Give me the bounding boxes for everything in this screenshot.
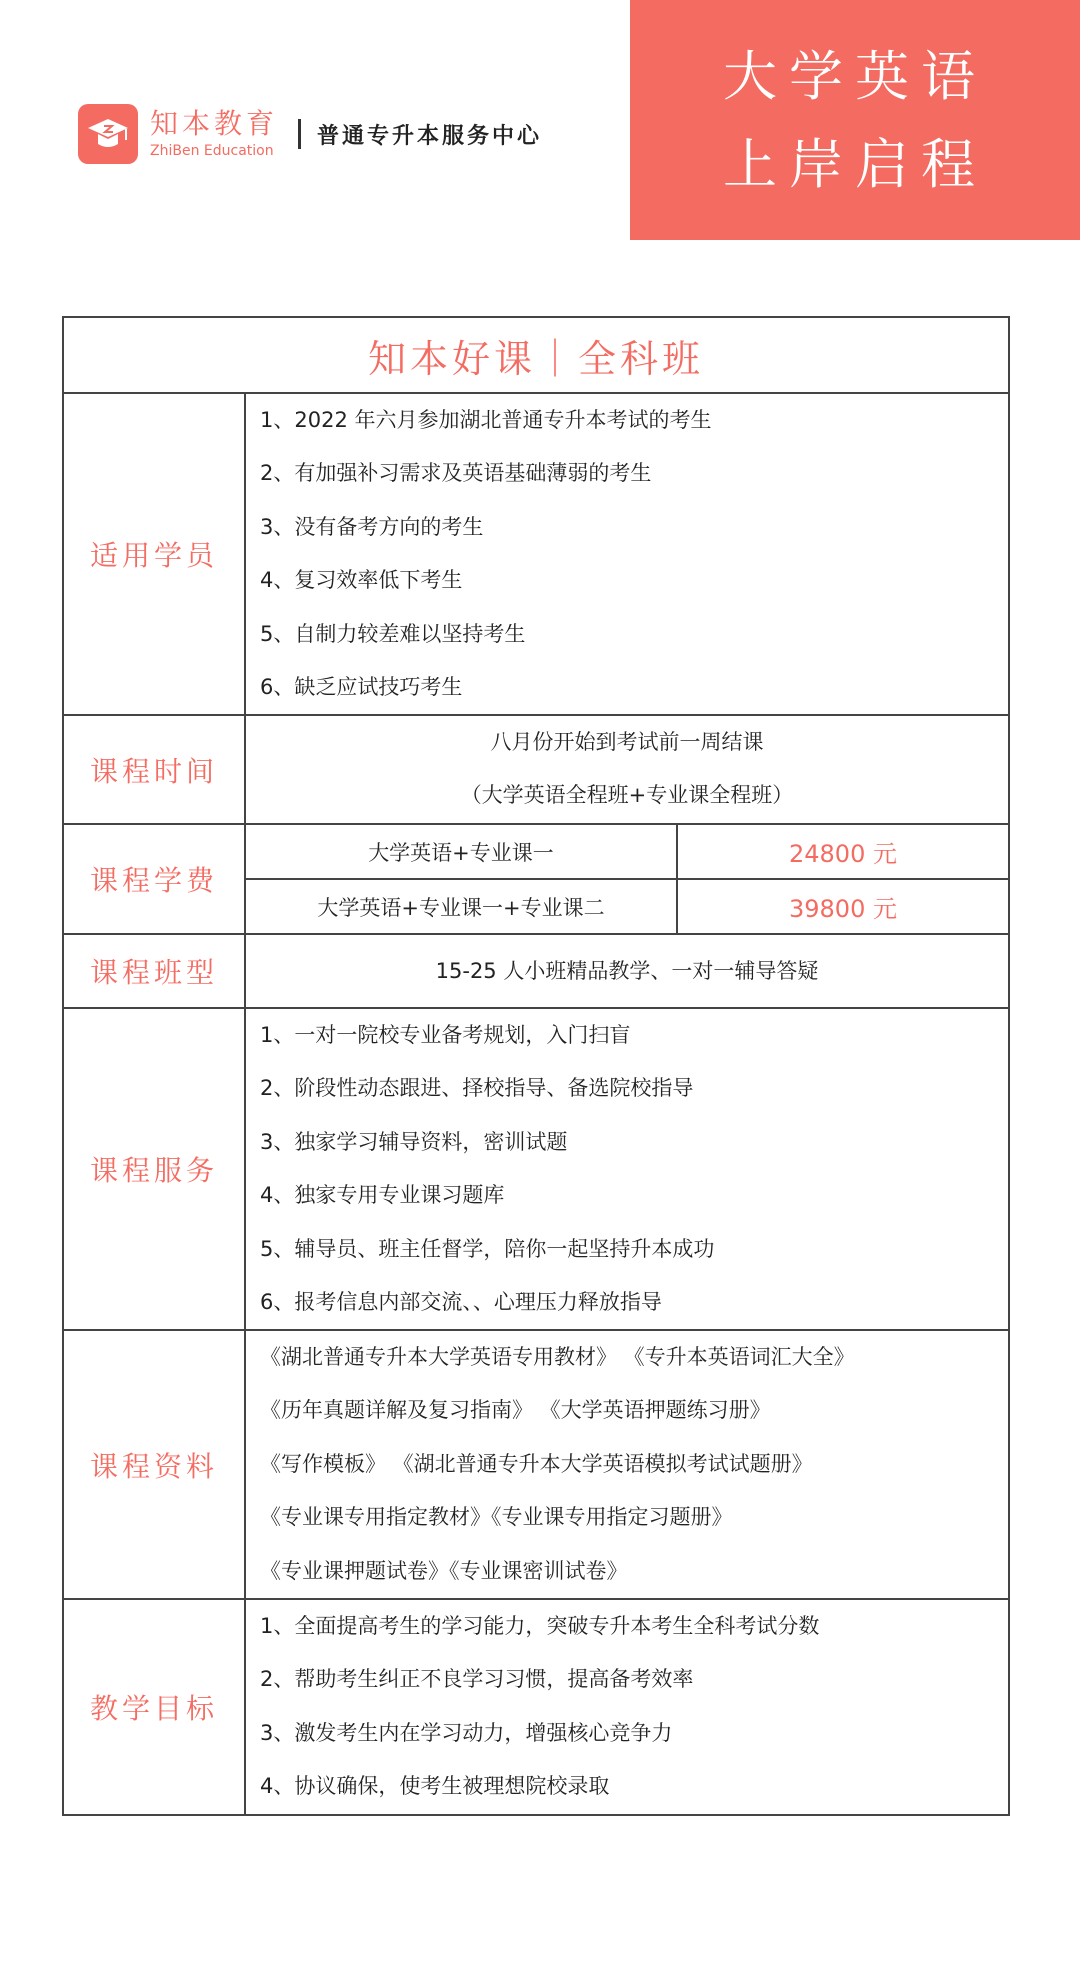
list-item: 4、复习效率低下考生	[260, 568, 463, 593]
applicable-list	[246, 394, 1008, 714]
list-item: 1、2022 年六月参加湖北普通专升本考试的考生	[260, 408, 712, 432]
fees-content	[246, 825, 1008, 933]
list-item: 2、帮助考生纠正不良学习习惯，提高备考效率	[260, 1667, 694, 1692]
list-item: 《湖北普通专升本大学英语专用教材》 《专升本英语词汇大全》	[260, 1345, 855, 1369]
fee-price: 24800 元	[789, 840, 897, 868]
label-fees: 课程学费	[64, 825, 246, 933]
label-schedule: 课程时间	[64, 716, 246, 823]
fee-row	[246, 878, 1008, 933]
list-item: 《历年真题详解及复习指南》 《大学英语押题练习册》	[260, 1398, 771, 1423]
table-title: 知本好课｜全科班	[64, 318, 1008, 394]
list-item: 2、阶段性动态跟进、择校指导、备选院校指导	[260, 1076, 694, 1101]
row-schedule	[64, 716, 1008, 825]
materials-list	[246, 1331, 1008, 1598]
services-list	[246, 1009, 1008, 1329]
list-item: 6、缺乏应试技巧考生	[260, 675, 463, 700]
brand-logo	[78, 104, 542, 164]
fee-price: 39800 元	[789, 895, 897, 923]
banner-line-2: 上岸启程	[723, 133, 987, 196]
list-item: 《专业课专用指定教材》《专业课专用指定习题册》	[260, 1505, 733, 1530]
goals-list	[246, 1600, 1008, 1814]
label-services: 课程服务	[64, 1009, 246, 1329]
row-class-type	[64, 935, 1008, 1009]
list-item: 4、独家专用专业课习题库	[260, 1183, 505, 1208]
list-item: 5、自制力较差难以坚持考生	[260, 621, 526, 646]
fee-name: 大学英语+专业课一+专业课二	[246, 880, 678, 933]
class-type-content	[246, 935, 1008, 1007]
list-item: 《专业课押题试卷》《专业课密训试卷》	[260, 1558, 628, 1583]
list-item: 1、一对一院校专业备考规划，入门扫盲	[260, 1023, 631, 1047]
list-item: 3、没有备考方向的考生	[260, 514, 484, 539]
brand-name-en: ZhiBen Education	[150, 143, 274, 159]
label-class-type: 课程班型	[64, 935, 246, 1007]
label-goals: 教学目标	[64, 1600, 246, 1814]
list-item: 3、独家学习辅导资料，密训试题	[260, 1129, 568, 1154]
header	[0, 0, 1080, 240]
list-item: 1、全面提高考生的学习能力，突破专升本考生全科考试分数	[260, 1614, 820, 1638]
banner-line-1: 大学英语	[723, 45, 987, 108]
fee-name: 大学英语+专业课一	[246, 825, 678, 878]
list-item: 6、报考信息内部交流、、心理压力释放指导	[260, 1290, 662, 1315]
list-item: 2、有加强补习需求及英语基础薄弱的考生	[260, 461, 652, 486]
row-goals	[64, 1600, 1008, 1814]
banner	[630, 0, 1080, 240]
label-materials: 课程资料	[64, 1331, 246, 1598]
fee-row	[246, 825, 1008, 878]
list-item: 《写作模板》 《湖北普通专升本大学英语模拟考试试题册》	[260, 1451, 813, 1476]
course-table	[62, 316, 1010, 1816]
row-fees	[64, 825, 1008, 935]
graduation-cap-icon	[78, 104, 138, 164]
brand-text	[150, 108, 278, 160]
brand-name-cn: 知本教育	[150, 107, 279, 140]
schedule-line-1: 八月份开始到考试前一周结课	[490, 730, 764, 754]
logo-divider	[298, 119, 301, 149]
brand-subtitle: 普通专升本服务中心	[317, 122, 543, 149]
list-item: 5、辅导员、班主任督学，陪你一起坚持升本成功	[260, 1236, 715, 1261]
label-applicable: 适用学员	[64, 394, 246, 714]
row-services	[64, 1009, 1008, 1331]
list-item: 3、激发考生内在学习动力，增强核心竞争力	[260, 1720, 673, 1745]
class-type-text: 15-25 人小班精品教学、一对一辅导答疑	[435, 958, 819, 983]
schedule-content	[246, 716, 1008, 823]
list-item: 4、协议确保，使考生被理想院校录取	[260, 1774, 610, 1799]
row-applicable	[64, 394, 1008, 716]
schedule-line-2: （大学英语全程班+专业课全程班）	[460, 783, 794, 807]
row-materials	[64, 1331, 1008, 1600]
